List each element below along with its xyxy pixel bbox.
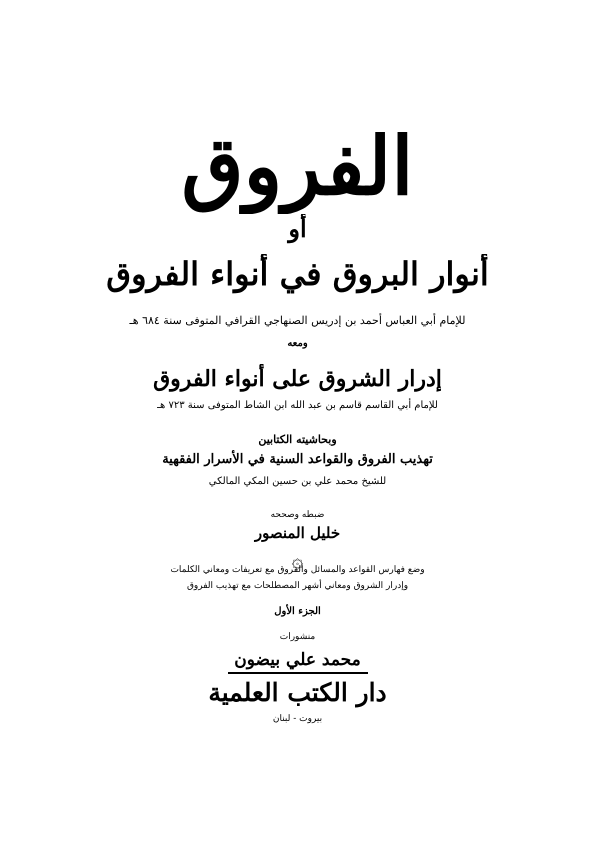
with-label: ومعه — [287, 338, 308, 349]
editor-label: ضبطه وصححه — [270, 510, 325, 520]
publisher-label: منشورات — [279, 632, 316, 642]
publisher-house: دار الكتب العلمية — [208, 678, 387, 707]
footnote-label: وبحاشيته الكتابين — [258, 433, 337, 446]
book-subtitle: أنوار البروق في أنواء الفروق — [106, 255, 489, 293]
book-title: الفروق — [181, 119, 414, 213]
note-line-2: وإدرار الشروق ومعاني أشهر المصطلحات مع تهذيب الفروق — [186, 581, 409, 591]
volume-label: الجزء الأول — [274, 606, 321, 617]
publisher-divider — [228, 672, 368, 674]
commentary-author: للإمام أبي القاسم قاسم بن عبد الله ابن الشاط المتوفى سنة ٧٢٣ هـ — [157, 400, 438, 411]
author-line: للإمام أبي العباس أحمد بن إدريس الصنهاجي القرافي المتوفى سنة ٦٨٤ هـ — [129, 314, 466, 327]
publisher-person: محمد علي بيضون — [234, 650, 361, 670]
note-line-1: وضع فهارس القواعد والمسائل والفروق مع تعريفات ومعاني الكلمات — [170, 565, 425, 575]
ornament-icon: ۞ — [291, 548, 304, 572]
commentary-title: إدرار الشروق على أنواء الفروق — [153, 366, 442, 392]
publisher-city: بيروت - لبنان — [272, 714, 323, 724]
second-commentary-title: تهذيب الفروق والقواعد السنية في الأسرار الفقهية — [162, 452, 433, 467]
second-commentary-author: للشيخ محمد علي بن حسين المكي المالكي — [208, 476, 387, 487]
editor-name: خليل المنصور — [254, 524, 341, 542]
title-conjunction: أو — [288, 214, 307, 243]
